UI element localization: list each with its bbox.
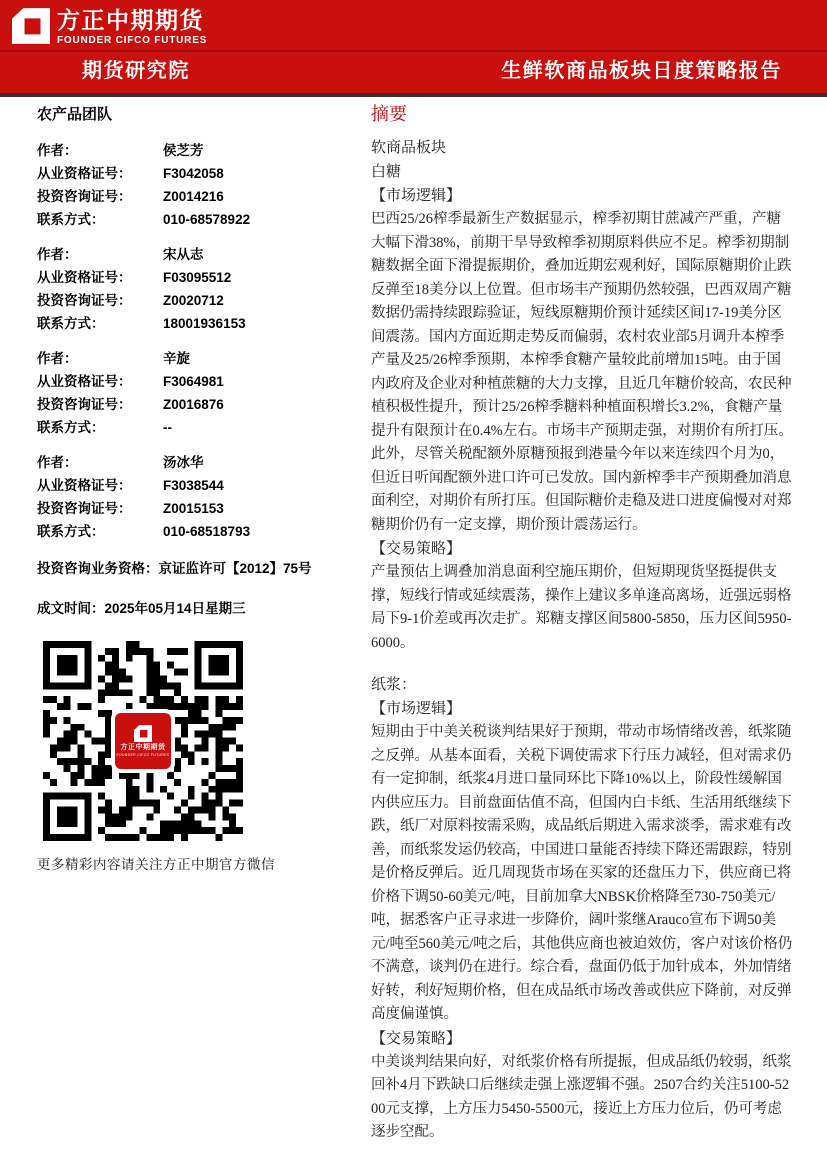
author-row bbox=[37, 139, 359, 162]
contact-row bbox=[37, 416, 359, 439]
founder-cube-icon bbox=[134, 725, 152, 742]
cert-value: F3064981 bbox=[163, 374, 224, 389]
qr-center-logo bbox=[111, 709, 175, 773]
contact-value: 18001936153 bbox=[163, 316, 246, 331]
sugar-logic-heading: 【市场逻辑】 bbox=[371, 188, 462, 204]
author-row bbox=[37, 243, 359, 266]
contact-value: -- bbox=[163, 420, 172, 435]
advisory-value: Z0020712 bbox=[163, 293, 224, 308]
section-gap bbox=[371, 655, 793, 673]
author-label: 作者： bbox=[37, 247, 78, 262]
advisory-row bbox=[37, 393, 359, 416]
founder-cube-icon bbox=[12, 8, 50, 44]
author-block bbox=[37, 347, 359, 439]
author-row bbox=[37, 451, 359, 474]
advisory-label: 投资咨询证号： bbox=[37, 397, 132, 412]
advisory-value: Z0014216 bbox=[163, 189, 224, 204]
pulp-strategy-heading: 【交易策略】 bbox=[371, 1030, 462, 1047]
report-title: 生鲜软商品板块日度策略报告 bbox=[501, 60, 782, 82]
advisory-value: Z0016876 bbox=[163, 397, 224, 412]
pulp-strategy-paragraph: 中美谈判结果向好，对纸浆价格有所提振，但成品纸仍较弱，纸浆回补4月下跌缺口后继续走强上涨逻辑不强。2507合约关注5100-5200元支撑，上方压力5450-5500元，接近上方压力位后，仍可考虑逐步空配。 bbox=[371, 1053, 792, 1140]
author-sidebar bbox=[37, 103, 359, 873]
advisory-label: 投资咨询证号： bbox=[37, 293, 132, 308]
logo-text bbox=[57, 8, 207, 46]
cert-value: F3038544 bbox=[163, 478, 224, 493]
header-band bbox=[0, 0, 827, 97]
contact-label: 联系方式： bbox=[37, 316, 105, 331]
cert-label: 从业资格证号： bbox=[37, 374, 132, 389]
qr-caption: 更多精彩内容请关注方正中期官方微信 bbox=[37, 857, 275, 872]
advisory-row bbox=[37, 185, 359, 208]
cert-label: 从业资格证号： bbox=[37, 478, 132, 493]
pulp-logic-paragraph: 短期由于中美关税谈判结果好于预期，带动市场情绪改善，纸浆随之反弹。从基本面看，关税下调使需求下行压力减轻，但对需求仍有一定抑制，纸浆4月进口量同环比下降10%以上，阶段性缓解国内供应压力。目前盘面估值不高，但国内白卡纸、生活用纸继续下跌，纸厂对原料按需采购，成品纸后期进入需求淡季，需求难有改善，而纸浆发运仍较高，中国进口量能否持续下降还需跟踪，特别是价格反弹后。近几周现货市场在买家的还盘压力下，供应商已将价格下调50-60美元/吨，目前加拿大NBSK价格降至730-750美元/吨，据悉客户正寻求进一步降价，阔叶浆继Arauco宣布下调50美元/吨至560美元/吨之后，其他供应商也被迫效仿，客户对该价格仍不满意，谈判仍在进行。综合看，盘面仍低于加针成本，外加情绪好转，利好短期价格，但在成品纸市场改善或供应下降前，对反弹高度偏谨慎。 bbox=[371, 724, 793, 1022]
contact-label: 联系方式： bbox=[37, 524, 105, 539]
contact-row bbox=[37, 520, 359, 543]
summary-heading: 摘要 bbox=[371, 104, 407, 124]
logo-name-en: FOUNDER CIFCO FUTURES bbox=[57, 35, 208, 47]
report-date: 成文时间：2025年05月14日星期三 bbox=[37, 601, 246, 616]
author-label: 作者： bbox=[37, 351, 78, 366]
author-label: 作者： bbox=[37, 143, 78, 158]
author-name: 宋从志 bbox=[163, 247, 204, 262]
sugar-logic-paragraph: 巴西25/26榨季最新生产数据显示，榨季初期甘蔗减产严重，产糖大幅下滑38%，前期干旱导致榨季初期原料供应不足。榨季初期制糖数据全面下滑提振期价，叠加近期宏观利好，国际原糖期价止跌反弹至18美分以上位置。但市场丰产预期仍然较强，巴西双周产糖数据仍需持续跟踪验证，短线原糖期价预计延续区间17-19美分区间震荡。国内方面近期走势反而偏弱，农村农业部5月调升本榨季产量及25/26榨季预期，本榨季食糖产量较此前增加15吨。由于国内政府及企业对种植蔗糖的大力支撑，且近几年糖价较高，农民种植积极性提升，预计25/26榨季糖料种植面积增长3.2%，食糖产量提升有限预计在0.4%左右。市场丰产预期走强，对期价有所打压。此外，尽管关税配额外原糖预报到港量今年以来连续四个月为0，但近日听闻配额外进口许可已发放。国内新榨季丰产预期叠加消息面利空，对期价有所打压。但国际糖价走稳及进口进度偏慢对对郑糖期价仍有一定支撑，期价预计震荡运行。 bbox=[371, 211, 793, 533]
cert-label: 从业资格证号： bbox=[37, 270, 132, 285]
author-block bbox=[37, 451, 359, 543]
cert-value: F3042058 bbox=[163, 166, 224, 181]
contact-label: 联系方式： bbox=[37, 420, 105, 435]
sector-line: 软商品板块 bbox=[371, 140, 447, 156]
contact-row bbox=[37, 208, 359, 231]
qr-logo-name-en: FOUNDER CIFCO FUTURES bbox=[116, 752, 170, 757]
cert-row bbox=[37, 370, 359, 393]
advisory-label: 投资咨询证号： bbox=[37, 189, 132, 204]
header-divider bbox=[0, 50, 827, 52]
pulp-logic-heading: 【市场逻辑】 bbox=[371, 701, 462, 717]
cert-row bbox=[37, 162, 359, 185]
author-label: 作者： bbox=[37, 455, 78, 470]
summary-column bbox=[371, 104, 793, 1145]
author-name: 侯芝芳 bbox=[163, 143, 204, 158]
contact-value: 010-68518793 bbox=[163, 524, 251, 539]
cert-value: F03095512 bbox=[163, 270, 232, 285]
advisory-row bbox=[37, 497, 359, 520]
team-title: 农产品团队 bbox=[37, 106, 113, 123]
logo-name-cn: 方正中期期货 bbox=[57, 7, 204, 33]
cert-row bbox=[37, 474, 359, 497]
sugar-title: 白糖 bbox=[371, 164, 402, 180]
qr-code bbox=[43, 641, 243, 841]
author-row bbox=[37, 347, 359, 370]
author-block bbox=[37, 139, 359, 231]
qr-logo-name-cn: 方正中期期货 bbox=[120, 744, 166, 752]
author-name: 辛旋 bbox=[163, 351, 190, 366]
division-title: 期货研究院 bbox=[82, 60, 190, 82]
contact-label: 联系方式： bbox=[37, 212, 105, 227]
advisory-row bbox=[37, 289, 359, 312]
cert-row bbox=[37, 266, 359, 289]
sugar-strategy-heading: 【交易策略】 bbox=[371, 541, 462, 557]
author-block bbox=[37, 243, 359, 335]
business-qualification: 投资咨询业务资格：京证监许可【2012】75号 bbox=[37, 561, 312, 576]
author-name: 汤冰华 bbox=[163, 455, 204, 470]
advisory-value: Z0015153 bbox=[163, 501, 224, 516]
sugar-strategy-paragraph: 产量预估上调叠加消息面利空施压期价，但短期现货坚挺提供支撑，短线行情或延续震荡，操作上建议多单逢高离场，近强远弱格局下9-1价差或再次走扩。郑糖支撑区间5800-5850，压力区间5950-6000。 bbox=[371, 564, 792, 651]
contact-row bbox=[37, 312, 359, 335]
pulp-title: 纸浆： bbox=[371, 677, 417, 693]
contact-value: 010-68578922 bbox=[163, 212, 251, 227]
advisory-label: 投资咨询证号： bbox=[37, 501, 132, 516]
company-logo bbox=[12, 8, 207, 46]
cert-label: 从业资格证号： bbox=[37, 166, 132, 181]
